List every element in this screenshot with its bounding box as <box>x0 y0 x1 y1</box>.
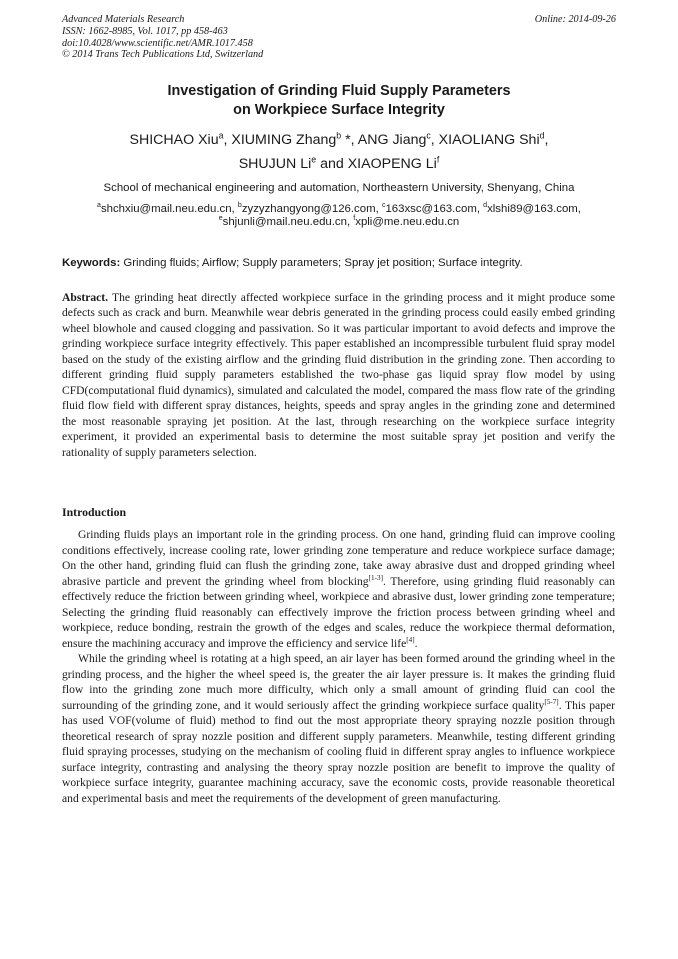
email-address[interactable]: 163xsc@163.com <box>385 203 477 215</box>
abstract-text: The grinding heat directly affected workpiece surface in the grinding process and it might produce some defects such as crack and burn. Meanwhile wear debris generated in the grinding process could easily embed grinding wheel blowhole and caused clogging and passivation. So it was particular important to avoid defects and improve the grinding workpiece surface integrity effectively. This paper established an incompressible turbulent fluid spray model based on the study of the existing airflow and the grinding fluid distribution in the grinding zone. Then according to different grinding fluid supply parameters established the two-phase gas liquid spray flow model by using CFD(computational fluid dynamics), simulated and calculated the model, compared the mass flow rate of the grinding fluid flow field with different spray distances, heights, speeds and spray angles in the grinding zone and determined the most reasonable spraying jet position. At the last, through researching on the workpiece surface integrity experiment, it provided an experimental basis to determine the most suitable spray jet position and verify the rationality of supply parameters selection. <box>62 291 615 459</box>
author-name: SHUJUN Li <box>238 156 312 172</box>
author-name: XIUMING Zhang <box>231 132 337 148</box>
affiliation: School of mechanical engineering and automation, Northeastern University, Shenyang, China <box>103 182 575 194</box>
abstract-label: Abstract. <box>62 291 109 304</box>
email-address[interactable]: xlshi89@163.com <box>487 203 578 215</box>
email-sup: d <box>483 202 488 210</box>
email-list <box>0 203 678 229</box>
author-sep: , <box>430 132 439 148</box>
issn-line: ISSN: 1662-8985, Vol. 1017, pp 458-463 <box>62 25 228 37</box>
author-sep: and <box>316 156 348 172</box>
author-line-1 <box>0 128 678 152</box>
email-address[interactable]: zyzyzhangyong@126.com <box>241 203 376 215</box>
author-sup: b <box>336 130 342 141</box>
author-sup: a <box>218 130 224 141</box>
author-list <box>0 128 678 176</box>
email-address[interactable]: shchxiu@mail.neu.edu.cn <box>100 203 232 215</box>
paper-title <box>0 82 678 120</box>
abstract-paragraph <box>62 290 615 460</box>
author-name: XIAOLIANG Shi <box>438 132 540 148</box>
citation[interactable]: [1-3] <box>368 573 383 582</box>
keywords-label: Keywords: <box>62 257 121 269</box>
intro-text: . <box>414 636 418 650</box>
author-line-2 <box>0 152 678 176</box>
email-sep: , <box>231 203 238 215</box>
citation[interactable]: [5-7] <box>544 697 559 706</box>
author-sup: c <box>426 130 431 141</box>
intro-text: Grinding fluids plays an important role in the grinding process. On one hand, grinding fluid can improve cooling conditions effectively, increase cooling rate, lower grinding zone temperature and reduce workpiece surface damage; On the other hand, grinding fluid can flush the grinding zone, take away abrasive dust and dropped grinding wheel abrasive particle and prevent the grinding wheel from blocking <box>62 528 615 588</box>
email-line-1 <box>0 203 678 216</box>
section-heading: Introduction <box>62 505 127 519</box>
author-sup: e <box>311 154 317 165</box>
page-header <box>62 14 616 61</box>
author-sep: *, <box>341 132 358 148</box>
intro-text: . Therefore, using grinding fluid reasonably can effectively reduce the friction between grinding wheel, workpiece and abrasive dust, lower grinding zone temperature; Selecting the grinding fluid reasonably can effectively improve the friction process between grinding wheel and workpiece, reduce bonding, restrain the growth of the edges and scales, reduce the workpiece thermal deformation, ensure the machining accuracy and improve the efficiency and service life <box>62 574 615 650</box>
email-sup: f <box>353 215 356 223</box>
online-date: Online: 2014-09-26 <box>534 14 616 25</box>
email-sup: b <box>237 202 242 210</box>
doi-line: doi:10.4028/www.scientific.net/AMR.1017.458 <box>62 37 253 49</box>
intro-text: . This paper has used VOF(volume of fluid) method to find out the most appropriate theory spraying nozzle position through theoretical research of spray nozzle position and different supply parameters. Meanwhile, testing different grinding fluid spraying processes, studying on the mechanism of cooling fluid in different spray angles to influence workpiece surface integrity, contrasting and analysing the theory spray nozzle position are benefit to improve the quality of workpiece surface integrity, guarantee machining accuracy, save the economic costs, provide reasonable theoretical and experimental basis and meet the requirements of the development of green manufacturing. <box>62 698 615 805</box>
email-sep: , <box>375 203 382 215</box>
author-sup: f <box>436 154 440 165</box>
email-sup: e <box>218 215 223 223</box>
author-sup: d <box>539 130 545 141</box>
author-sep: , <box>223 132 232 148</box>
intro-paragraph-2 <box>62 651 615 806</box>
copyright-line: © 2014 Trans Tech Publications Ltd, Switzerland <box>62 49 264 61</box>
intro-paragraph-1 <box>62 527 615 651</box>
email-address[interactable]: shjunli@mail.neu.edu.cn <box>222 216 347 228</box>
title-line-1: Investigation of Grinding Fluid Supply Parameters <box>167 83 511 99</box>
citation[interactable]: [4] <box>406 635 415 644</box>
email-sep: , <box>476 203 484 215</box>
intro-text: While the grinding wheel is rotating at a high speed, an air layer has been formed around the grinding wheel in the grinding process, and the higher the wheel speed is, the greater the air layer pressure is. It makes the grinding fluid flow into the grinding zone much more difficulty, which only a small amount of grinding fluid can cool the surrounding of the grinding zone, and it would seriously affect the grinding workpiece surface quality <box>62 652 615 712</box>
email-sup: c <box>381 202 386 210</box>
introduction-body <box>62 527 615 806</box>
title-line-2: on Workpiece Surface Integrity <box>233 102 445 118</box>
keywords-text: Grinding fluids; Airflow; Supply parameters; Spray jet position; Surface integrity. <box>120 257 523 269</box>
author-name: ANG Jiang <box>357 132 427 148</box>
email-sep: , <box>577 203 581 215</box>
email-line-2 <box>0 216 678 229</box>
email-address[interactable]: xpli@me.neu.edu.cn <box>355 216 460 228</box>
author-name: SHICHAO Xiu <box>129 132 219 148</box>
author-name: XIAOPENG Li <box>347 156 437 172</box>
email-sep: , <box>346 216 354 228</box>
keywords-line <box>62 256 616 270</box>
email-sup: a <box>97 202 101 210</box>
author-sep: , <box>544 132 549 148</box>
journal-name: Advanced Materials Research <box>62 14 185 25</box>
